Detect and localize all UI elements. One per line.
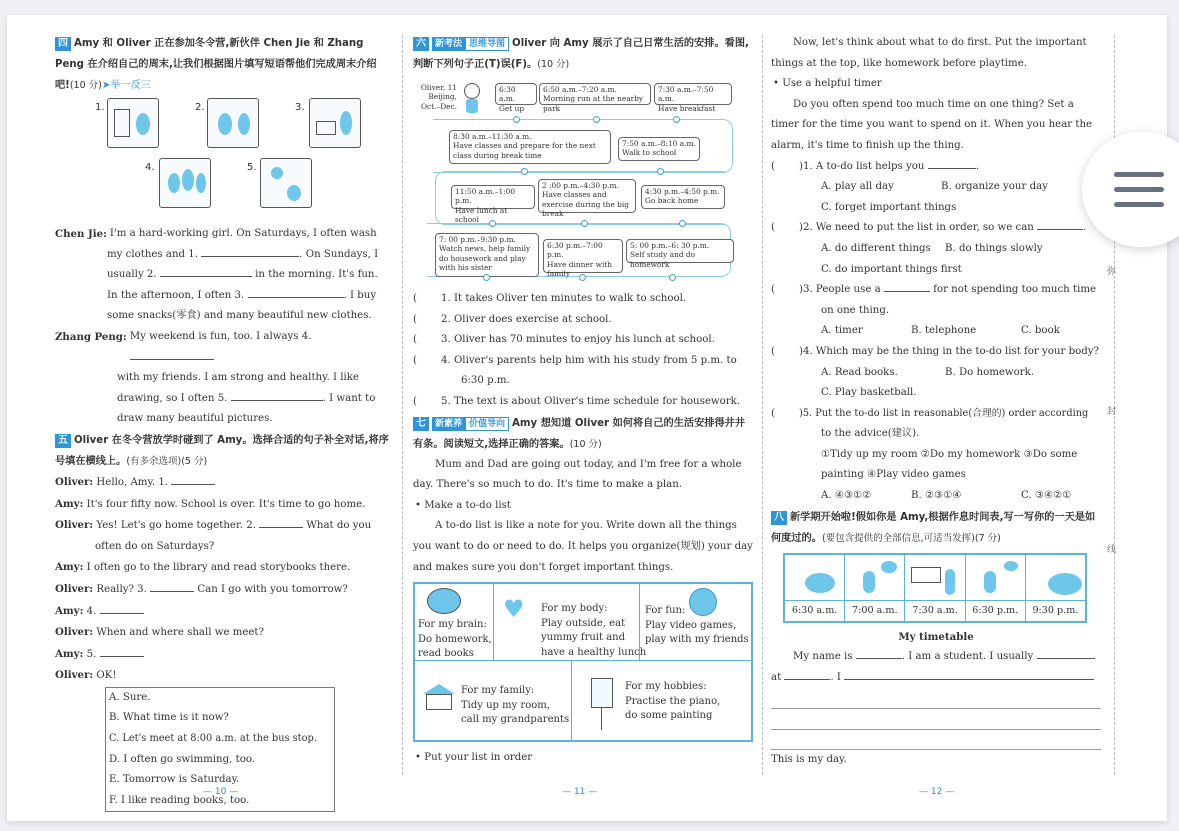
answer-paren[interactable]: ( [771, 407, 775, 419]
schedule-box [435, 233, 539, 277]
schedule-activity: Watch news, help family do housework and play with his sister [439, 244, 531, 273]
answer-blank[interactable] [928, 157, 976, 169]
choice-option: A. Read books. [821, 366, 898, 378]
statement-text: 4. Oliver's parents help him with his study from 5 p.m. to [441, 354, 737, 366]
schedule-box [543, 239, 623, 279]
speaker-label: Oliver: [55, 475, 94, 488]
dialogue-line [55, 515, 390, 537]
dinner-picture [966, 555, 1025, 601]
answer-paren[interactable]: ( [771, 284, 775, 296]
section-points: (10 分) [569, 438, 602, 450]
choice-option: B. ②③①④ [911, 490, 962, 502]
section-4-heading [55, 33, 390, 96]
picture-playing-football [159, 158, 211, 208]
page-12 [771, 33, 1101, 771]
question-items: ①Tidy up my room ②Do my homework ③Do some [821, 448, 1078, 460]
dialogue-text: It's four fifty now. School is over. It's time to go home. [86, 498, 366, 510]
text-fragment: my clothes and 1. [107, 248, 199, 260]
schedule-time: 6:50 a.m.–7:20 a.m. [543, 85, 617, 94]
profile-text [417, 83, 457, 111]
todo-body [541, 602, 646, 660]
section-badge: 七 [413, 417, 429, 431]
page-10 [55, 33, 390, 812]
text-line: I'm a hard-working girl. On Saturdays, I often wash [109, 228, 377, 239]
schedule-box [449, 130, 611, 164]
schedule-box [495, 83, 537, 113]
question-text: )1. A to-do list helps you [799, 160, 925, 172]
schedule-activity: Morning run at the nearby park [543, 94, 644, 113]
brain-icon [427, 588, 461, 614]
timetable-time: 9:30 p.m. [1032, 604, 1079, 616]
dialogue-text: 5. [86, 648, 97, 660]
writing-line-2 [771, 668, 1101, 689]
section-title: Oliver 在冬令营放学时碰到了 Amy。选择合适的句子补全对话,将序号填在横线上。 [55, 434, 389, 467]
schedule-time: 4:30 p.m.–4:50 p.m. [645, 187, 720, 196]
answer-paren[interactable]: ( [413, 354, 417, 366]
todo-line: yummy fruit and [541, 632, 626, 644]
question-5 [771, 404, 1101, 507]
question-text: to the advice(建议). [821, 428, 920, 440]
question-items: painting ④Play video games [821, 469, 966, 481]
passage-paragraph: Do you often spend too much time on one thing? Set a timer for the time you want to spend on it. When you hear the alarm, it's time to finish up the thing. [771, 98, 1093, 151]
timetable-cell [966, 555, 1026, 621]
question-text: )2. We need to put the list in order, so we can [799, 222, 1034, 234]
question-text: for not spending too much time [933, 284, 1097, 296]
dialogue-line [55, 579, 390, 601]
speaker-label: Chen Jie: [55, 228, 107, 240]
house-icon [423, 684, 455, 710]
todo-line: For my body: [541, 603, 608, 615]
section-6-heading [413, 33, 753, 75]
dialogue-line [55, 472, 390, 494]
todo-line: call my grandparents [461, 714, 570, 726]
picture-grid [55, 96, 390, 224]
page-number: — 12 — [919, 787, 955, 797]
schedule-activity: Have lunch at school [455, 205, 508, 225]
choice-option: B. Do homework. [945, 366, 1035, 378]
boy-avatar-icon [462, 83, 482, 115]
section-badge: 六 [413, 37, 429, 51]
answer-paren[interactable]: ( [413, 334, 417, 346]
statement-text: 1. It takes Oliver ten minutes to walk to school. [441, 293, 687, 304]
dialogue-text: Really? 3. [96, 583, 147, 595]
writing-prompt: . I am a student. I usually [901, 651, 1034, 663]
choice-option: A. do different things [821, 242, 931, 254]
schedule-box [539, 83, 651, 113]
page-11 [413, 33, 753, 769]
dialogue [55, 472, 390, 687]
answer-blank-5[interactable] [231, 389, 323, 401]
workbook-spread [7, 15, 1167, 821]
heart-hands-icon: ♥ [503, 595, 525, 624]
timetable [783, 553, 1087, 623]
section-tag: ➤举一反三 [101, 80, 152, 91]
profile-line: Oct.–Dec. [420, 101, 457, 111]
profile-line: Oliver, 11 [420, 83, 457, 92]
speaker-label: Amy: [55, 647, 84, 660]
choice-option: A. timer [821, 325, 863, 337]
timetable-cell [1026, 555, 1085, 621]
text-fragment: in the morning. It's fun. [255, 269, 378, 281]
answer-blank[interactable] [1037, 218, 1083, 230]
choice-option: B. telephone [911, 325, 977, 337]
section-title: Amy 想知道 Oliver 如何将自己的生活安排得井井有条。阅读短文,选择正确的答案。 [413, 417, 746, 450]
answer-blank-2[interactable] [160, 265, 252, 277]
chen-jie-paragraph [55, 224, 390, 245]
section-title: Amy 和 Oliver 正在参加冬令营,新伙伴 Chen Jie 和 Zhang Peng 在介绍自己的周末,让我们根据图片填写短语帮他们完成周末介绍吧! [55, 38, 377, 91]
easel-icon [591, 674, 613, 730]
schedule-box [618, 137, 700, 161]
dialogue-line [55, 537, 390, 558]
schedule-activity: Walk to school [622, 148, 677, 158]
choice-option: C. do important things first [821, 263, 962, 275]
section-badge: 四 [55, 37, 71, 51]
todo-fun [645, 604, 749, 648]
writing-line-1 [771, 647, 1101, 668]
answer-paren[interactable]: ( [413, 313, 417, 325]
margin-char: 线 [1107, 545, 1117, 555]
answer-paren[interactable]: ( [771, 222, 775, 234]
todo-line: For my hobbies: [625, 681, 707, 693]
text-line [55, 245, 390, 266]
text-fragment: My weekend is fun, too. I always 4. [129, 330, 312, 342]
schedule-mind-map [413, 79, 753, 289]
option-item: E. Tomorrow is Saturday. [109, 774, 240, 786]
dialogue-text: Can I go with you tomorrow? [197, 583, 348, 595]
choice-option: C. ③④②① [1021, 490, 1072, 502]
question-text: on one thing. [821, 304, 890, 316]
todo-hobbies [625, 680, 720, 724]
passage-bullet: • Make a to-do list [415, 499, 511, 511]
writing-blank-line[interactable] [771, 730, 1101, 751]
dialogue-line [55, 557, 390, 579]
go-to-school-picture [905, 555, 964, 601]
page-number: — 10 — [203, 787, 239, 797]
section-points: (要包含提供的全部信息,可适当发挥)(7 分) [821, 532, 1001, 544]
answer-blank[interactable] [259, 516, 303, 528]
question-text: . [975, 160, 979, 172]
schedule-time: 8:30 a.m.–11:30 a.m. [453, 132, 532, 141]
column-divider [762, 35, 763, 775]
schedule-activity: Have breakfast [658, 103, 716, 113]
text-line [55, 286, 390, 307]
schedule-activity: Have classes and prepare for the next class during break time [453, 141, 596, 160]
schedule-activity: Go back home [645, 196, 699, 206]
todo-line: have a healthy lunch [541, 646, 647, 658]
todo-line: For fun: [645, 605, 686, 617]
text-line: draw many beautiful pictures. [117, 413, 273, 425]
option-item: C. Let's meet at 8:00 a.m. at the bus stop. [109, 733, 317, 745]
schedule-box [641, 185, 725, 209]
text-line [55, 389, 390, 410]
section-tag: 思维导图 [465, 37, 509, 51]
schedule-time: 11:50 a.m.–1:00 p.m. [455, 187, 516, 206]
tf-item [413, 392, 753, 413]
answer-paren[interactable]: ( [413, 293, 417, 304]
section-5-heading [55, 430, 390, 472]
schedule-box [451, 185, 535, 225]
statement-text: 5. The text is about Oliver's time schedule for housework. [441, 395, 740, 407]
schedule-time: 7:30 a.m.–7:50 a.m. [658, 85, 714, 104]
dialogue-line [55, 494, 390, 516]
timetable-cell [785, 555, 845, 621]
schedule-activity: Have classes and exercise during the big break [542, 190, 629, 219]
choice-option: C. Play basketball. [821, 387, 917, 399]
schedule-box [538, 179, 636, 219]
answer-paren[interactable]: ( [413, 395, 417, 407]
answer-blank[interactable] [784, 668, 830, 680]
todo-line: For my brain: [418, 619, 487, 631]
zhang-peng-paragraph [55, 327, 390, 368]
answer-blank-4[interactable] [130, 348, 214, 360]
speaker-label: Oliver: [55, 669, 94, 682]
writing-prompt: at [771, 671, 782, 683]
schedule-time: 7:50 a.m.–8:10 a.m. [622, 139, 696, 148]
answer-blank[interactable] [171, 473, 215, 485]
page-number-value: 12 [930, 787, 943, 797]
closing-sentence: This is my day. [771, 754, 847, 766]
statement-text: 3. Oliver has 70 minutes to enjoy his lunch at school. [441, 334, 715, 346]
question-2 [771, 218, 1101, 280]
answer-paren[interactable]: ( [771, 160, 775, 172]
dialogue-text: When and where shall we meet? [96, 627, 264, 639]
schedule-time: 6:30 a.m. [499, 85, 516, 104]
text-line: with my friends. I am strong and healthy. I like [117, 372, 359, 384]
question-text: )4. Which may be the thing in the to-do list for your body? [799, 345, 1099, 357]
section-title: 新学期开始啦!假如你是 Amy,根据作息时间表,写一写你的一天是如何度过的。 [771, 511, 1096, 544]
option-item: A. Sure. [109, 691, 151, 703]
text-fragment: . On Sundays, I [299, 248, 379, 260]
todo-line: do some painting [625, 710, 713, 722]
todo-line: Play outside, eat [541, 617, 626, 629]
writing-prompt: . I [830, 671, 841, 683]
answer-blank[interactable] [100, 602, 144, 614]
schedule-activity: Self study and do homework [630, 250, 696, 269]
name-blank[interactable] [856, 647, 902, 659]
picture-housework [107, 98, 159, 148]
timetable-cell [905, 555, 965, 621]
picture-label: 1. [95, 102, 105, 113]
dialogue-text: OK! [96, 670, 117, 682]
question-text: )5. Put the to-do list in reasonable(合理的) order according [799, 407, 1089, 419]
breakfast-picture [845, 555, 904, 601]
profile-line: Beijing, [428, 92, 457, 102]
getting-up-picture [785, 555, 844, 601]
choice-option: C. forget important things [821, 201, 957, 213]
text-fragment: . I want to [322, 392, 376, 404]
page-number-value: 11 [573, 787, 586, 797]
section-points: (10 分) [537, 59, 570, 70]
text-fragment: . I buy [343, 289, 377, 301]
choice-option: A. ④③①② [821, 490, 872, 502]
question-text: . [1083, 222, 1087, 234]
choice-option: C. book [1021, 325, 1060, 337]
text-line [55, 265, 390, 286]
speaker-label: Oliver: [55, 519, 94, 532]
choice-option: A. play all day [821, 181, 894, 193]
dialogue-text: I often go to the library and read storybooks there. [86, 562, 351, 574]
todo-line: Practise the piano, [625, 695, 721, 707]
speaker-label: Amy: [55, 497, 84, 510]
dialogue-line [55, 622, 390, 644]
section-tag: 新考法 [432, 37, 465, 51]
picture-label: 5. [247, 162, 257, 173]
section-badge: 五 [55, 434, 71, 448]
speaker-label: Amy: [55, 604, 84, 617]
section-title: Oliver 向 Amy 展示了自己日常生活的安排。看图,判断下列句子正(T)误(F)。 [413, 38, 749, 70]
section-points: (有多余选项)(5 分) [126, 455, 208, 467]
schedule-time: 5: 00 p.m.–6: 30 p.m. [630, 241, 710, 250]
margin-char: 封 [1107, 407, 1117, 417]
dialogue-text: 4. [86, 605, 97, 617]
dialogue-line [55, 644, 390, 666]
schedule-time: 7: 00 p.m.–9:30 p.m. [439, 235, 516, 244]
statement-text: 6:30 p.m. [461, 375, 510, 387]
speaker-label: Oliver: [55, 626, 94, 639]
schedule-time: 6:30 p.m.–7:00 p.m. [547, 241, 603, 260]
picture-shopping [309, 98, 361, 148]
answer-blank[interactable] [1037, 647, 1095, 659]
timetable-time: 6:30 a.m. [791, 604, 838, 616]
column-divider [402, 35, 403, 775]
tf-item [413, 330, 753, 351]
option-item: B. What time is it now? [109, 712, 229, 724]
passage-paragraph: Mum and Dad are going out today, and I'm free for a whole day. There's so much to do. It's time to make a plan. [413, 458, 742, 491]
writing-prompt: My name is [793, 651, 853, 663]
passage-bullet: • Use a helpful timer [773, 78, 882, 90]
todo-brain [418, 618, 492, 662]
section-tag: 价值导向 [465, 417, 509, 431]
schedule-box [626, 239, 734, 269]
passage-bullet: • Put your list in order [415, 752, 533, 764]
dialogue-text: Yes! Let's go home together. 2. [96, 520, 256, 532]
timetable-caption: My timetable [898, 630, 974, 643]
tf-item [413, 289, 753, 310]
text-fragment: usually 2. [107, 269, 157, 281]
picture-label: 2. [195, 102, 205, 113]
answer-blank[interactable] [844, 668, 1094, 680]
todo-line: For my family: [461, 685, 535, 697]
timetable-time: 7:00 a.m. [852, 604, 898, 616]
todo-line: Do homework, [418, 633, 492, 645]
text-fragment: drawing, so I often 5. [117, 392, 228, 404]
todo-line: read books [418, 648, 474, 660]
section-tag: 新素养 [432, 417, 465, 431]
question-1 [771, 157, 1101, 219]
question-text: )3. People use a [799, 284, 881, 296]
text-fragment: In the afternoon, I often 3. [107, 289, 245, 301]
schedule-activity: Have dinner with family [547, 259, 613, 279]
option-item: D. I often go swimming, too. [109, 753, 256, 765]
question-4 [771, 342, 1101, 404]
todo-list-diagram [413, 582, 753, 742]
schedule-box [654, 83, 732, 113]
todo-line: Tidy up my room, [461, 699, 550, 711]
choice-option: B. do things slowly [945, 242, 1043, 254]
timetable-time: 7:30 a.m. [912, 604, 958, 616]
section-8-heading [771, 507, 1101, 549]
writing-blank-line[interactable] [771, 709, 1101, 730]
passage-paragraph: A to-do list is like a note for you. Write down all the things you want to do or need to do. It helps you organize(规划) your day and makes sure you don't forget important things. [413, 520, 753, 573]
speaker-label: Zhang Peng: [55, 330, 127, 343]
section-badge: 八 [771, 511, 787, 525]
answer-blank-3[interactable] [248, 286, 344, 298]
speaker-label: Amy: [55, 561, 84, 574]
timetable-time: 6:30 p.m. [972, 604, 1019, 616]
picture-label: 3. [295, 102, 305, 113]
question-3 [771, 280, 1101, 342]
choice-option: B. organize your day [941, 181, 1048, 193]
dialogue-text: often do on Saturdays? [95, 540, 215, 552]
margin-char: 弥 [1107, 267, 1117, 277]
option-item: F. I like reading books, too. [109, 794, 250, 806]
page-number-value: 10 [214, 787, 227, 797]
answer-paren[interactable]: ( [771, 345, 775, 357]
picture-label: 4. [145, 162, 155, 173]
text-line: some snacks(零食) and many beautiful new clothes. [107, 310, 372, 322]
picture-drawing [260, 158, 312, 208]
section-points: (10 分) [69, 80, 102, 91]
todo-family [461, 684, 569, 728]
writing-blank-line[interactable] [771, 688, 1101, 709]
todo-line: play with my friends [645, 634, 749, 646]
speaker-label: Oliver: [55, 582, 94, 595]
dialogue-line [55, 665, 390, 687]
answer-blank[interactable] [150, 580, 194, 592]
timetable-cell [845, 555, 905, 621]
answer-blank[interactable] [100, 645, 144, 657]
answer-blank[interactable] [884, 280, 930, 292]
picture-dancing [207, 98, 259, 148]
schedule-time: 2 :00 p.m.–4:30 p.m. [542, 181, 619, 190]
going-to-bed-picture [1026, 555, 1085, 601]
tf-item [413, 310, 753, 331]
tf-item [413, 351, 753, 372]
statement-text: 2. Oliver does exercise at school. [441, 313, 612, 325]
answer-blank-1[interactable] [201, 245, 299, 257]
section-7-heading [413, 413, 753, 455]
passage-paragraph: Now, let's think about what to do first. Put the important things at the top, like homework before playtime. [771, 37, 1087, 69]
todo-line: Play video games, [645, 619, 737, 631]
schedule-activity: Get up [499, 103, 525, 113]
dialogue-text: What do you [306, 520, 372, 532]
page-number: — 11 — [562, 787, 598, 797]
dialogue-line [55, 601, 390, 623]
dialogue-text: Hello, Amy. 1. [96, 476, 169, 488]
